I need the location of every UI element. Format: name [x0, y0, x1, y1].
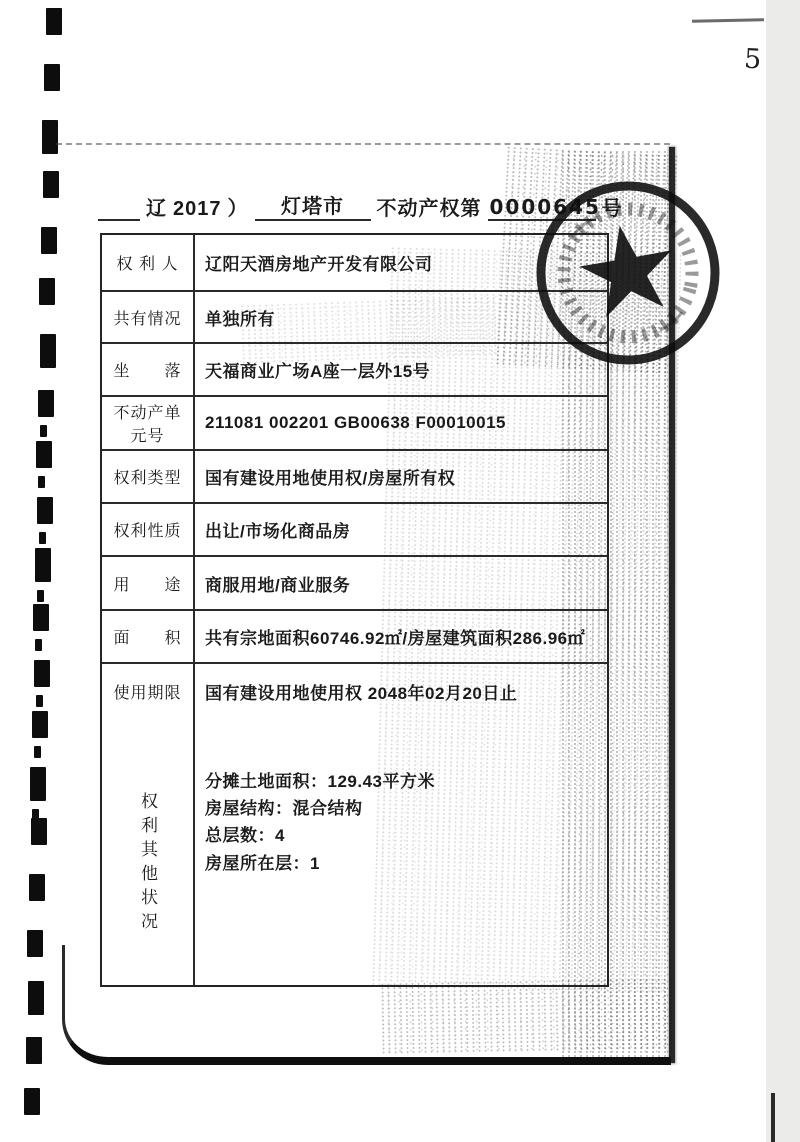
- row-label: 使用期限: [102, 664, 195, 718]
- row-value: [195, 718, 607, 985]
- binding-mark: [32, 711, 48, 738]
- binding-mark: [44, 64, 60, 91]
- table-row: [102, 611, 607, 664]
- table-row: [102, 557, 607, 611]
- row-label: 权利性质: [102, 504, 195, 555]
- binding-mark: [43, 171, 59, 198]
- city-name: 灯塔市: [255, 190, 371, 221]
- row-value: 国有建设用地使用权 2048年02月20日止: [205, 683, 518, 703]
- row-label: 用 途: [102, 557, 195, 609]
- row-value: 共有宗地面积60746.92㎡/房屋建筑面积286.96㎡: [205, 629, 586, 648]
- binding-mark: [30, 767, 46, 801]
- table-row: [102, 664, 607, 718]
- binding-mark: [34, 660, 50, 687]
- binding-mark-small: [38, 476, 45, 488]
- table-row: [102, 451, 607, 504]
- binding-mark: [38, 390, 54, 417]
- province-abbrev: 辽: [146, 198, 167, 220]
- certificate-number: 0000645: [489, 195, 601, 219]
- binding-mark: [27, 930, 43, 957]
- row-value: 辽阳天酒房地产开发有限公司: [205, 255, 433, 274]
- other-rights-lines: [205, 768, 435, 877]
- circular-star-seal-icon: [532, 177, 724, 369]
- table-row: [102, 504, 607, 557]
- binding-mark: [31, 818, 47, 845]
- binding-mark: [42, 120, 58, 154]
- binding-mark: [24, 1088, 40, 1115]
- binding-mark-small: [34, 746, 41, 758]
- close-paren: ）: [227, 198, 249, 220]
- certificate-title: 不动产权第: [376, 198, 482, 220]
- header-blank-underline: [98, 195, 140, 221]
- row-value: 出让/市场化商品房: [205, 522, 351, 541]
- binding-mark: [46, 8, 62, 35]
- table-row-other-rights: [102, 718, 607, 985]
- row-value: 天福商业广场A座一层外15号: [205, 362, 431, 381]
- number-suffix: 号: [601, 198, 623, 220]
- binding-mark: [33, 604, 49, 631]
- binding-mark: [28, 981, 44, 1015]
- row-value: 国有建设用地使用权/房屋所有权: [205, 469, 456, 488]
- other-rights-line: 房屋所在层：1: [205, 853, 320, 873]
- binding-mark-small: [37, 590, 44, 602]
- other-rights-line: 总层数：4: [205, 826, 285, 846]
- binding-mark-small: [35, 639, 42, 651]
- binding-mark: [41, 227, 57, 254]
- certificate-year: 2017: [173, 198, 222, 220]
- other-rights-line: 房屋结构：混合结构: [205, 799, 363, 819]
- table-row: [102, 397, 607, 451]
- page-edge-line: [692, 18, 764, 23]
- row-label: 面 积: [102, 611, 195, 662]
- page-edge-tick: [771, 1093, 775, 1142]
- page-top-rule: [56, 143, 670, 145]
- binding-mark: [35, 548, 51, 582]
- row-label: 权 利 人: [102, 235, 195, 290]
- row-value: 211081 002201 GB00638 F00010015: [205, 413, 506, 432]
- binding-mark: [36, 441, 52, 468]
- row-label: 权利类型: [102, 451, 195, 502]
- other-rights-label: 权利其他状况: [138, 792, 157, 936]
- row-value: 商服用地/商业服务: [205, 575, 351, 595]
- row-label: 坐 落: [102, 344, 195, 395]
- other-rights-line: 分摊土地面积：129.43平方米: [205, 772, 435, 791]
- binding-mark-small: [39, 532, 46, 544]
- row-label: 不动产单元号: [102, 397, 195, 449]
- binding-mark: [39, 278, 55, 305]
- handwritten-page-number: 5: [743, 43, 762, 76]
- binding-mark: [26, 1037, 42, 1064]
- row-label: [102, 718, 195, 985]
- binding-mark: [29, 874, 45, 901]
- binding-mark-small: [40, 425, 47, 437]
- scan-right-margin: [766, 0, 800, 1142]
- row-label: 共有情况: [102, 292, 195, 342]
- binding-mark-small: [36, 695, 43, 707]
- row-value: 单独所有: [205, 309, 275, 329]
- binding-mark: [40, 334, 56, 368]
- binding-mark: [37, 497, 53, 524]
